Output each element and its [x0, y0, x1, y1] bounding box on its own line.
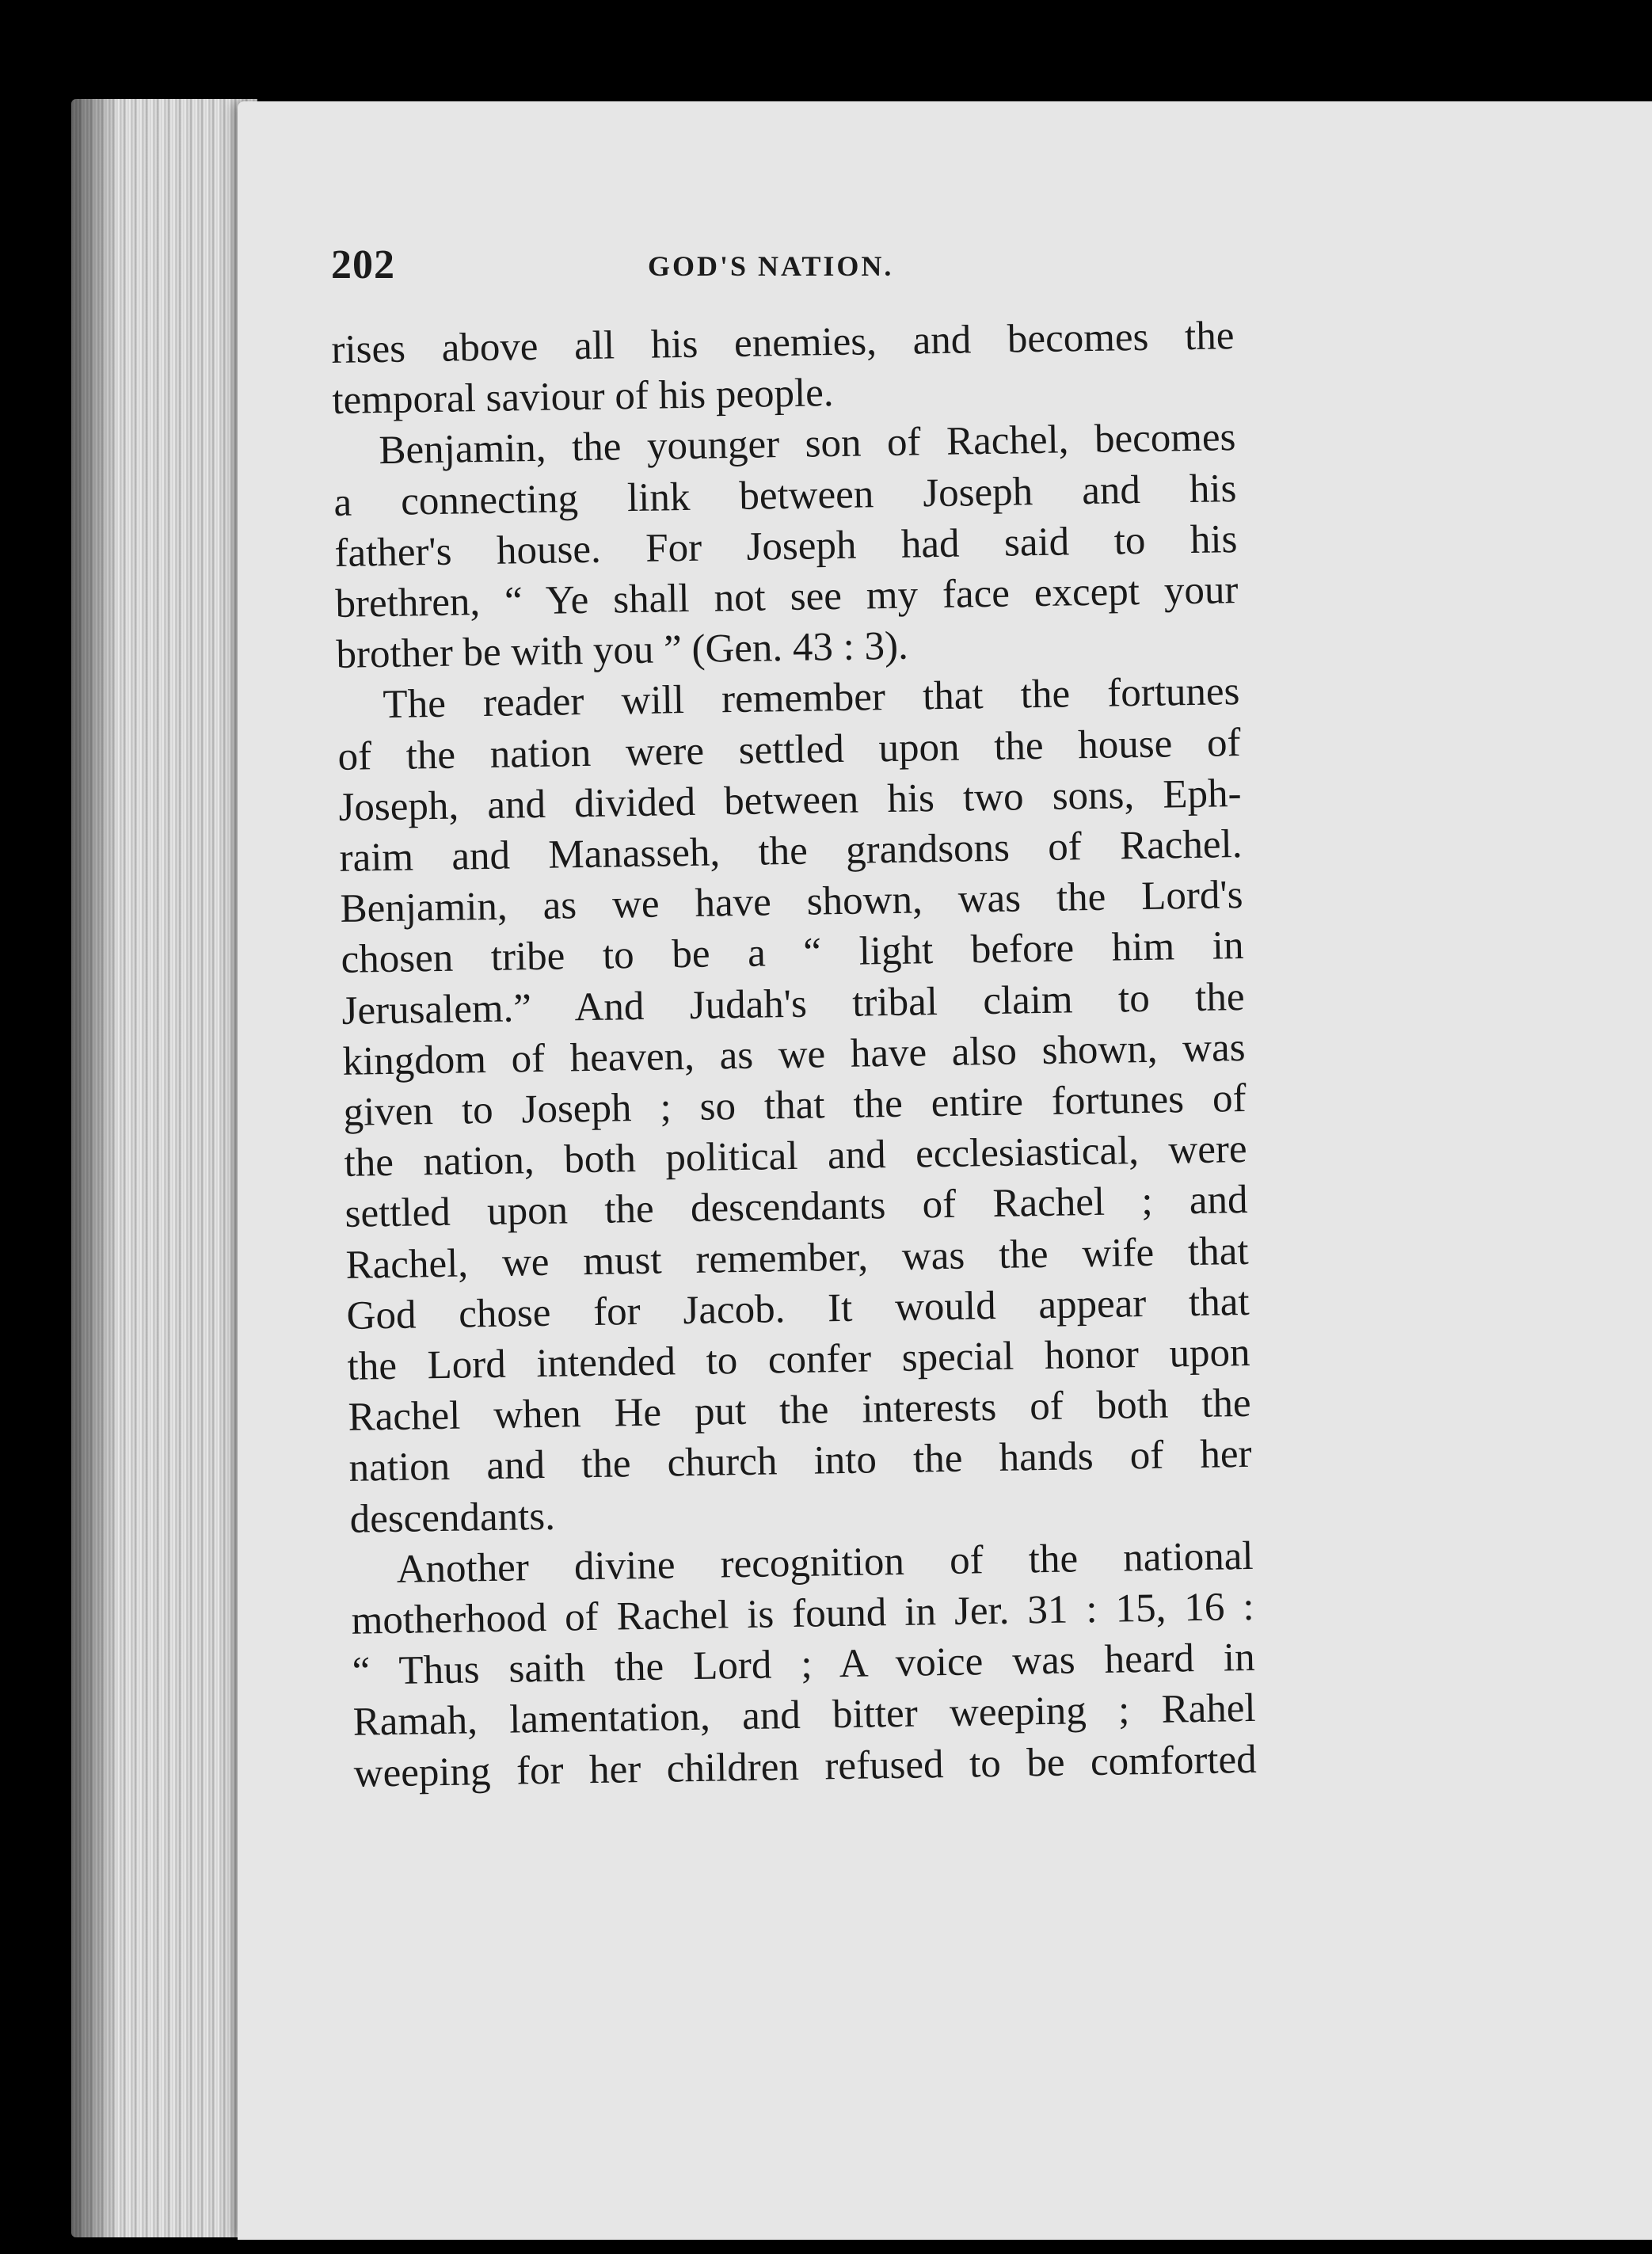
- text-line: Ramah, lamentation, and bitter weeping ; Rahel: [352, 1686, 1257, 1746]
- text-line: descendants.: [349, 1494, 556, 1542]
- text-line: the nation, both political and ecclesiastical, were: [344, 1127, 1247, 1186]
- text-line: rises above all his enemies, and becomes the: [331, 314, 1235, 372]
- paragraph-4: [350, 1531, 1257, 1799]
- running-head: [331, 242, 1163, 305]
- text-line: Rachel when He put the interests of both the: [348, 1381, 1251, 1441]
- running-title: GOD'S NATION.: [648, 250, 894, 282]
- text-line: the Lord intended to confer special honor upon: [347, 1330, 1250, 1389]
- text-line: a connecting link between Joseph and his: [333, 466, 1237, 525]
- text-line: motherhood of Rachel is found in Jer. 31 : 15, 16 :: [351, 1584, 1255, 1643]
- text-line: Rachel, we must remember, was the wife that: [345, 1228, 1249, 1288]
- page-edges: [71, 99, 257, 2237]
- text-line: kingdom of heaven, as we have also shown, was: [342, 1025, 1246, 1084]
- page-number: 202: [331, 242, 395, 287]
- paragraph-2: [333, 412, 1239, 680]
- text-line: “ Thus saith the Lord ; A voice was heard in: [352, 1635, 1256, 1695]
- text-line: chosen tribe to be a “ light before him in: [341, 923, 1244, 983]
- text-line: weeping for her children refused to be comforted: [353, 1737, 1258, 1796]
- text-line: raim and Manasseh, the grandsons of Rachel.: [339, 822, 1243, 881]
- text-line: brethren, “ Ye shall not see my face except your: [335, 568, 1239, 626]
- text-line: brother be with you ” (Gen. 43 : 3).: [336, 623, 909, 678]
- paragraph-1: [331, 310, 1235, 426]
- text-line: Joseph, and divided between his two sons, Eph-: [338, 771, 1242, 830]
- text-line: Jerusalem.” And Judah's tribal claim to the: [341, 974, 1245, 1034]
- text-line: father's house. For Joseph had said to his: [334, 516, 1238, 576]
- paragraph-3: [337, 666, 1253, 1544]
- text-line: Benjamin, as we have shown, was the Lord's: [340, 873, 1243, 932]
- text-line: settled upon the descendants of Rachel ; and: [344, 1178, 1248, 1237]
- text-line: nation and the church into the hands of her: [348, 1432, 1252, 1491]
- text-line: Benjamin, the younger son of Rachel, becomes: [379, 415, 1236, 474]
- body-text: [331, 310, 1257, 1799]
- text-line: Another divine recognition of the national: [396, 1533, 1254, 1592]
- text-line: The reader will remember that the fortunes: [383, 669, 1240, 728]
- text-line: given to Joseph ; so that the entire fortunes of: [343, 1076, 1247, 1135]
- text-line: of the nation were settled upon the house of: [337, 720, 1241, 779]
- text-line: God chose for Jacob. It would appear that: [346, 1279, 1250, 1338]
- text-line: temporal saviour of his people.: [332, 371, 834, 424]
